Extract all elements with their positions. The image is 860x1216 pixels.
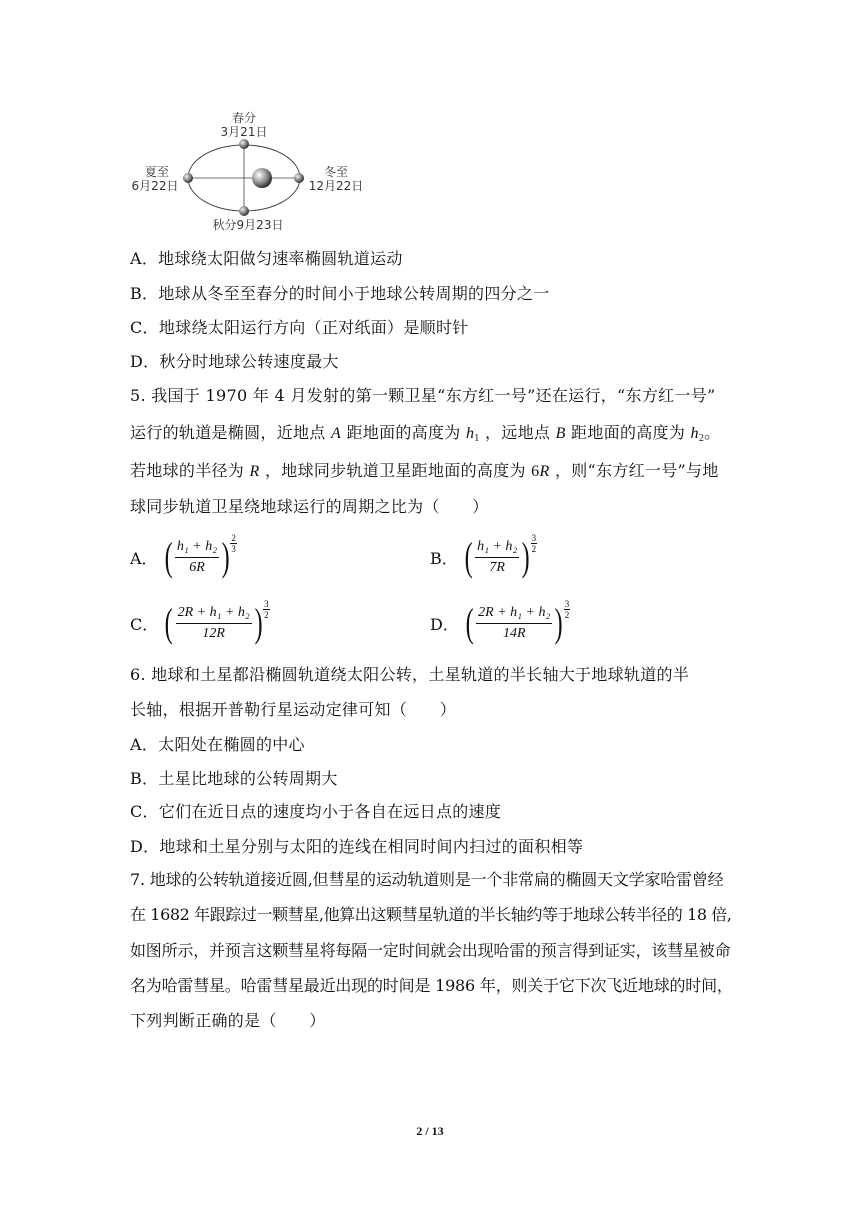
q7-line-4: 名为哈雷彗星。哈雷彗星最近出现的时间是 1986 年，则关于它下次飞近地球的时间，	[130, 976, 733, 995]
q5-option-d: D． ( $\frac{\text{2R + h₁ + h₂}}{14R}$ ) 3 2	[430, 598, 570, 645]
q5-line2-c: ，远地点	[484, 423, 551, 442]
earth-summer	[183, 173, 193, 183]
q5-line2-a: 运行的轨道是椭圆，近地点	[130, 423, 326, 442]
q6-option-c: C．它们在近日点的速度均小于各自在远日点的速度	[130, 802, 502, 821]
r-symbol: R	[249, 463, 260, 480]
q4-option-c: C．地球绕太阳运行方向（正对纸面）是顺时针	[130, 318, 469, 337]
earth-spring	[239, 139, 249, 149]
q6-line-2: 长轴，根据开普勒行星运动定律可知（ ）	[130, 700, 457, 719]
q6-line-1: 6. 地球和土星都沿椭圆轨道绕太阳公转，土星轨道的半长轴大于地球轨道的半	[130, 665, 690, 684]
q5-option-c: C． ( $\frac{\text{2R + h₁ + h₂}}{12R}$ ) 3 2	[130, 598, 269, 645]
q7-line-2: 在 1682 年跟踪过一颗彗星,他算出这颗彗星轨道的半长轴约等于地球公转半径的 18 倍,	[130, 905, 732, 924]
q7-line-5: 下列判断正确的是（ ）	[130, 1011, 326, 1030]
q4-option-a: A．地球绕太阳做匀速率椭圆轨道运动	[130, 249, 403, 268]
q5-line3-a: 若地球的半径为	[130, 461, 245, 480]
earth-winter	[294, 173, 304, 183]
q5-line-4: 球同步轨道卫星绕地球运行的周期之比为（ ）	[130, 497, 489, 516]
label-winter-date: 12月22日	[308, 179, 364, 193]
q5-line2-b: 距地面的高度为	[346, 423, 461, 442]
q5-line-2: 运行的轨道是椭圆，近地点 A 距地面的高度为 $h_1$ ，远地点 B 距地面的高度为 $h_2$。	[130, 423, 721, 444]
earth-autumn	[239, 206, 249, 216]
h1-symbol: $h_1$	[465, 425, 480, 444]
q5-line2-d: 距地面的高度为	[571, 423, 686, 442]
h2-symbol: $h_2$	[690, 425, 705, 444]
point-a: A	[331, 425, 342, 442]
q5-line3-b: ，地球同步轨道卫星距地面的高度为	[264, 461, 526, 480]
page-number: 2 / 13	[416, 1124, 444, 1138]
label-spring-date: 3月21日	[220, 125, 268, 139]
earth-orbit-diagram	[0, 0, 860, 240]
label-summer-name: 夏至	[144, 165, 170, 179]
label-winter-name: 冬至	[323, 165, 349, 179]
q5-line-1: 5. 我国于 1970 年 4 月发射的第一颗卫星“东方红一号”还在运行，“东方红一号”	[130, 386, 716, 405]
q5-line3-c: ，则“东方红一号”与地	[554, 461, 719, 480]
sun	[252, 168, 272, 188]
six-r-symbol: 6R	[531, 463, 550, 480]
point-b: B	[555, 425, 566, 442]
q6-option-b: B．土星比地球的公转周期大	[130, 769, 338, 788]
q4-option-b: B．地球从冬至至春分的时间小于地球公转周期的四分之一	[130, 284, 550, 303]
q5-option-b: B． ( $\frac{\text{h₁ + h₂}}{7R}$ ) 3 2	[430, 532, 537, 579]
q5-option-a: A． ( $\frac{\text{h₁ + h₂}}{6R}$ ) 2 3	[130, 532, 236, 579]
q5-line-3	[130, 458, 719, 481]
label-summer-date: 6月22日	[131, 179, 179, 193]
q6-option-d: D．地球和土星分别与太阳的连线在相同时间内扫过的面积相等	[130, 837, 584, 856]
q7-line-3: 如图所示，并预言这颗彗星将每隔一定时间就会出现哈雷的预言得到证实，该彗星被命	[130, 941, 731, 960]
q7-line-1: 7. 地球的公转轨道接近圆,但彗星的运动轨道则是一个非常扁的椭圆天文学家哈雷曾经	[130, 870, 724, 889]
label-spring-name: 春分	[231, 111, 257, 125]
q4-option-d: D．秋分时地球公转速度最大	[130, 352, 339, 371]
q6-option-a: A．太阳处在椭圆的中心	[130, 735, 305, 754]
label-autumn: 秋分9月23日	[212, 218, 284, 232]
